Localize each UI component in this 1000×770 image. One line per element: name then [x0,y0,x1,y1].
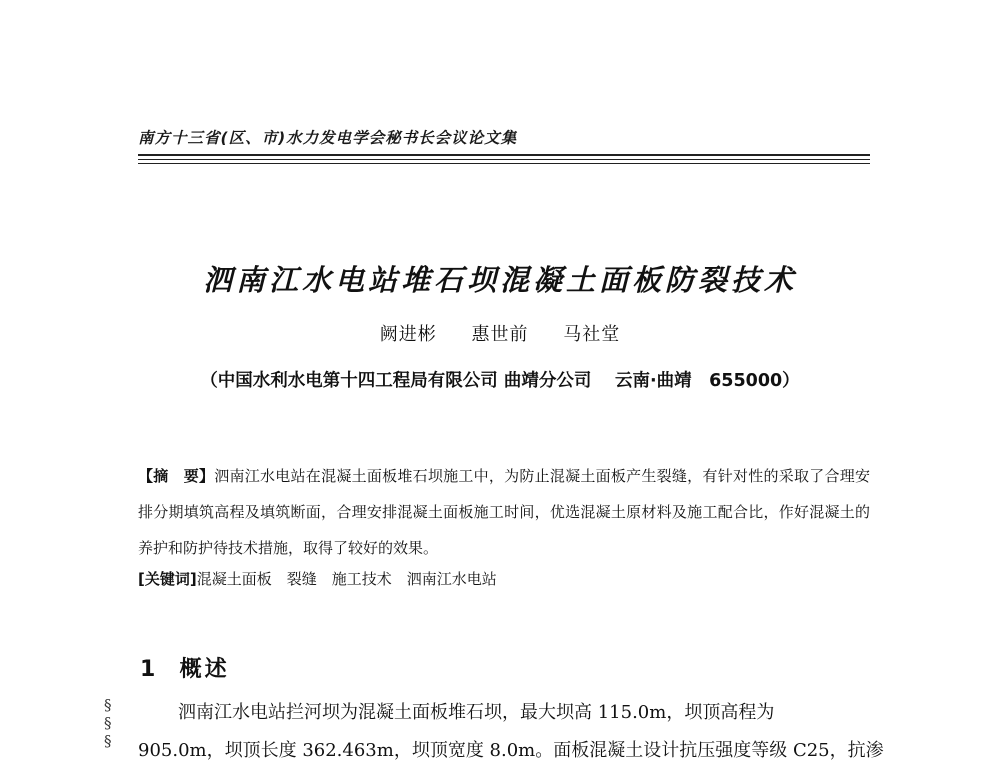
running-head: 南方十三省(区、市)水力发电学会秘书长会议论文集 [138,129,518,147]
keywords-label: [关键词] [138,570,197,588]
body-paragraph [138,694,884,770]
abstract [138,458,870,566]
author-name: 马社堂 [563,324,621,345]
author-list [0,320,1000,346]
binding-mark-icon: § [104,714,112,732]
author-name: 惠世前 [471,324,529,345]
body-line: 泗南江水电站拦河坝为混凝土面板堆石坝，最大坝高 115.0m，坝顶高程为 [178,702,775,723]
header-rule-thick [138,154,870,156]
binding-mark-icon: § [104,732,112,750]
abstract-label: 【摘 要】 [138,467,215,485]
body-line: 905.0m，坝顶长度 362.463m，坝顶宽度 8.0m。面板混凝土设计抗压强度等级 C25，抗渗 [138,740,884,761]
abstract-text: 泗南江水电站在混凝土面板堆石坝施工中，为防止混凝土面板产生裂缝，有针对性的采取了合理安排分期填筑高程及填筑断面，合理安排混凝土面板施工时间，优选混凝土原材料及施工配合比，作好混凝土的养护和防护待技术措施，取得了较好的效果。 [138,467,870,557]
keywords-text: 混凝土面板 裂缝 施工技术 泗南江水电站 [196,570,497,588]
binding-mark-icon: § [104,696,112,714]
header-rule-thin [138,159,870,160]
section-title: 概述 [179,657,230,682]
paper-title: 泗南江水电站堆石坝混凝土面板防裂技术 [202,263,797,297]
author-affiliation: （中国水利水电第十四工程局有限公司 曲靖分公司 云南·曲靖 655000） [200,371,800,391]
keywords [138,568,497,589]
header-rule-thin-2 [138,163,870,164]
section-number: 1 [140,657,159,682]
binding-marks [104,696,120,750]
author-name: 阙进彬 [379,324,437,345]
section-heading [140,652,230,683]
